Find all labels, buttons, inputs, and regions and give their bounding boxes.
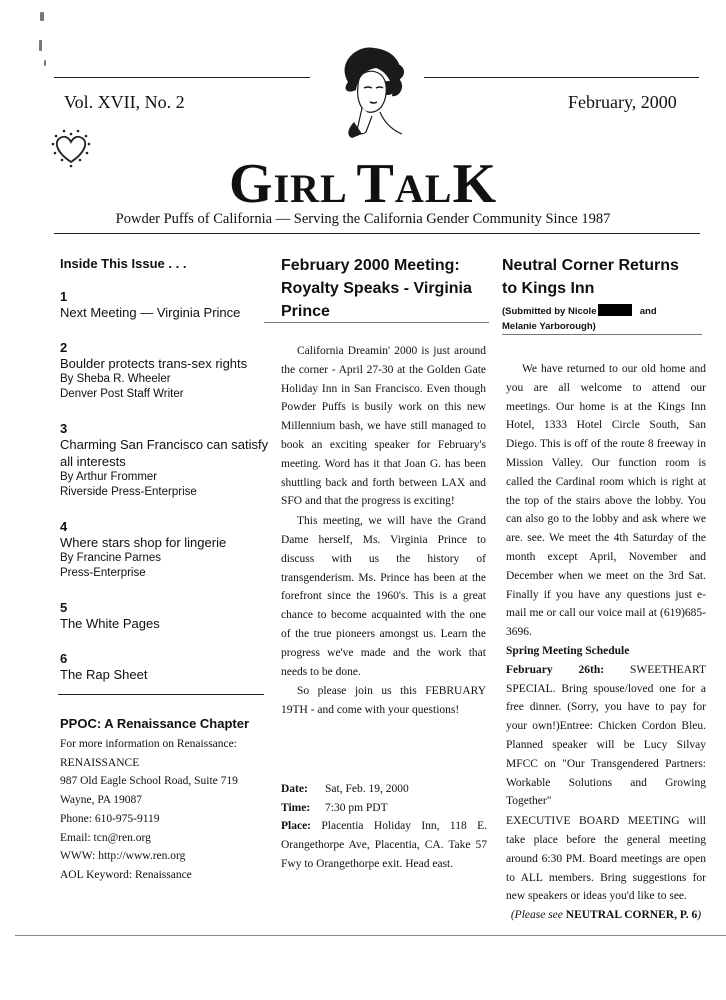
info-value: 7:30 pm PDT — [325, 801, 388, 814]
schedule-entry — [506, 661, 706, 811]
ppoc-line: RENAISSANCE — [60, 756, 140, 769]
meeting-date-row — [281, 780, 487, 799]
toc-item — [60, 600, 270, 632]
submitted-by — [502, 304, 702, 334]
toc-item — [60, 519, 270, 581]
submitted-prefix: (Submitted by Nicole — [502, 306, 597, 317]
article-paragraph: California Dreamin' 2000 is just around the corner - April 27-30 at the Golden Gate Holiday Inn in San Francisco. Even though Powder Puffs is busily work on this new Millennium bash, we have still managed to book an exciting speaker for February's meeting. Word has it that Joan G. has been shuttling back and forth between LAX and SFO and that the progress is exciting! — [281, 345, 486, 508]
info-label: Date: — [281, 783, 308, 795]
info-value: Placentia Holiday Inn, 118 E. Orangethorpe Ave, Placentia, CA. Take 57 Fwy to Orangethorpe exit. Head east. — [281, 820, 488, 870]
masthead-rule-right — [424, 77, 699, 78]
info-label: Time: — [281, 801, 311, 814]
board-meeting-note: EXECUTIVE BOARD MEETING will take place before the general meeting around 6:30 PM. Board meetings are open to ALL members. Bring suggestions for new speakers or ideas you'd like to see. — [506, 815, 706, 903]
ppoc-info-box — [60, 716, 272, 885]
masthead-rule-left — [54, 77, 310, 78]
ppoc-line: Phone: 610-975-9119 — [60, 812, 160, 825]
toc-title: The White Pages — [60, 616, 160, 631]
ppoc-lines — [60, 735, 272, 885]
toc-number: 2 — [60, 340, 68, 355]
toc-list — [60, 289, 270, 683]
headline-underline — [502, 334, 702, 335]
inside-heading: Inside This Issue . . . — [60, 256, 187, 271]
ppoc-line: For more information on Renaissance: — [60, 738, 237, 750]
article-paragraph: This meeting, we will have the Grand Dame herself, Ms. Virginia Prince to discuss with us the history of transgenderism. Ms. Prince has been at the forefront since the 1960's. This is a great chance to become acquainted with the one of the true pioneers amongst us. Learn the progress we've made and the work that needs to be done. — [281, 515, 486, 678]
scan-speck — [44, 60, 46, 66]
toc-byline: By Arthur Frommer — [60, 471, 158, 483]
info-label: Place: — [281, 820, 312, 833]
schedule-text: SWEETHEART SPECIAL. Bring spouse/loved one for a free dinner. (Sorry, you have to pay for your own!)Entree: Chicken Cordon Bleu. Planned speaker will be Lucy Silvay MFCC on "Our Transgendered Partners: Workable Solutions and Growing Together" — [506, 663, 706, 808]
headline-line: Prince — [281, 303, 330, 320]
masthead-divider — [54, 233, 700, 234]
toc-number: 3 — [60, 421, 68, 436]
headline-line: to Kings Inn — [502, 280, 595, 297]
ppoc-line: WWW: http://www.ren.org — [60, 850, 186, 863]
headline-line: Neutral Corner Returns — [502, 257, 679, 274]
toc-byline: Riverside Press-Enterprise — [60, 486, 197, 498]
volume-number: Vol. XVII, No. 2 — [64, 92, 185, 112]
toc-item — [60, 421, 270, 500]
ppoc-line: 987 Old Eagle School Road, Suite 719 — [60, 775, 238, 788]
article-paragraph: So please join us this FEBRUARY 19TH - and come with your questions! — [281, 685, 486, 717]
ppoc-line: Wayne, PA 19087 — [60, 794, 143, 807]
meeting-details — [281, 780, 487, 874]
meeting-article-body — [281, 342, 486, 720]
meeting-time-row — [281, 799, 487, 818]
see-suffix: ) — [697, 909, 702, 922]
headline-underline — [264, 322, 489, 323]
continued-note — [506, 906, 706, 925]
toc-title: Where stars shop for lingerie — [60, 535, 227, 550]
toc-number: 4 — [60, 519, 68, 534]
meeting-article-headline — [281, 254, 491, 323]
redaction-bar — [598, 304, 632, 316]
inside-this-issue — [60, 256, 270, 702]
toc-number: 5 — [60, 600, 68, 615]
scan-speck — [39, 40, 42, 51]
article-paragraph: We have returned to our old home and you are all welcome to attend our meetings. Our home is at the Kings Inn Hotel, 1333 Hotel Circle South, San Diego. This is off of the route 8 freeway in Mission Valley. Our function room is called the Cardinal room which is right at the top of the stairs above the lobby. You can also go to the lobby and ask where we are. see. We meet the 4th Saturday of the month except April, November and December when we meet on the 3rd Sat. Finally if you have any questions just e-mail me or call our voice mail at (619)685-3696. — [506, 363, 706, 639]
title-cap-g: G — [229, 153, 274, 215]
title-part-irl: IRL — [273, 166, 357, 211]
ppoc-line: Email: tcn@ren.org — [60, 831, 151, 844]
schedule-heading: Spring Meeting Schedule — [506, 644, 630, 657]
page-bottom-rule — [15, 935, 726, 936]
headline-line: Royalty Speaks - Virginia — [281, 280, 472, 297]
woman-portrait-logo — [318, 42, 414, 140]
toc-byline: By Francine Parnes — [60, 552, 161, 564]
ppoc-title: PPOC: A Renaissance Chapter — [60, 716, 250, 731]
toc-item — [60, 340, 270, 402]
title-cap-t: T — [356, 153, 395, 215]
scan-speck — [40, 12, 44, 21]
toc-title: Boulder protects trans-sex rights — [60, 356, 248, 371]
meeting-place-row — [281, 817, 487, 873]
info-value: Sat, Feb. 19, 2000 — [325, 783, 409, 795]
toc-item — [60, 651, 270, 683]
toc-title: Charming San Francisco can satisfy all interests — [60, 437, 269, 469]
toc-item — [60, 289, 270, 321]
ppoc-line: AOL Keyword: Renaissance — [60, 868, 192, 881]
toc-number: 1 — [60, 289, 68, 304]
submitted-and: and — [639, 306, 657, 317]
column-divider — [58, 694, 264, 695]
neutral-corner-headline — [502, 254, 702, 334]
toc-number: 6 — [60, 651, 68, 666]
submitted-suffix: Melanie Yarborough) — [502, 321, 596, 332]
newsletter-subtitle: Powder Puffs of California — Serving the California Gender Community Since 1987 — [115, 211, 611, 227]
toc-byline: Denver Post Staff Writer — [60, 388, 184, 400]
toc-title: The Rap Sheet — [60, 667, 148, 682]
title-cap-k: K — [452, 153, 497, 215]
see-prefix: (Please see — [510, 909, 566, 922]
see-target: NEUTRAL CORNER, P. 6 — [565, 909, 698, 922]
neutral-corner-body — [506, 360, 706, 925]
title-part-al: AL — [394, 166, 453, 211]
toc-title: Next Meeting — Virginia Prince — [60, 305, 241, 320]
newsletter-title — [0, 152, 726, 216]
schedule-date: February 26th: — [506, 663, 605, 676]
headline-line: February 2000 Meeting: — [281, 257, 460, 274]
toc-byline: Press-Enterprise — [60, 567, 146, 579]
toc-byline: By Sheba R. Wheeler — [60, 373, 171, 385]
issue-date: February, 2000 — [568, 92, 677, 112]
